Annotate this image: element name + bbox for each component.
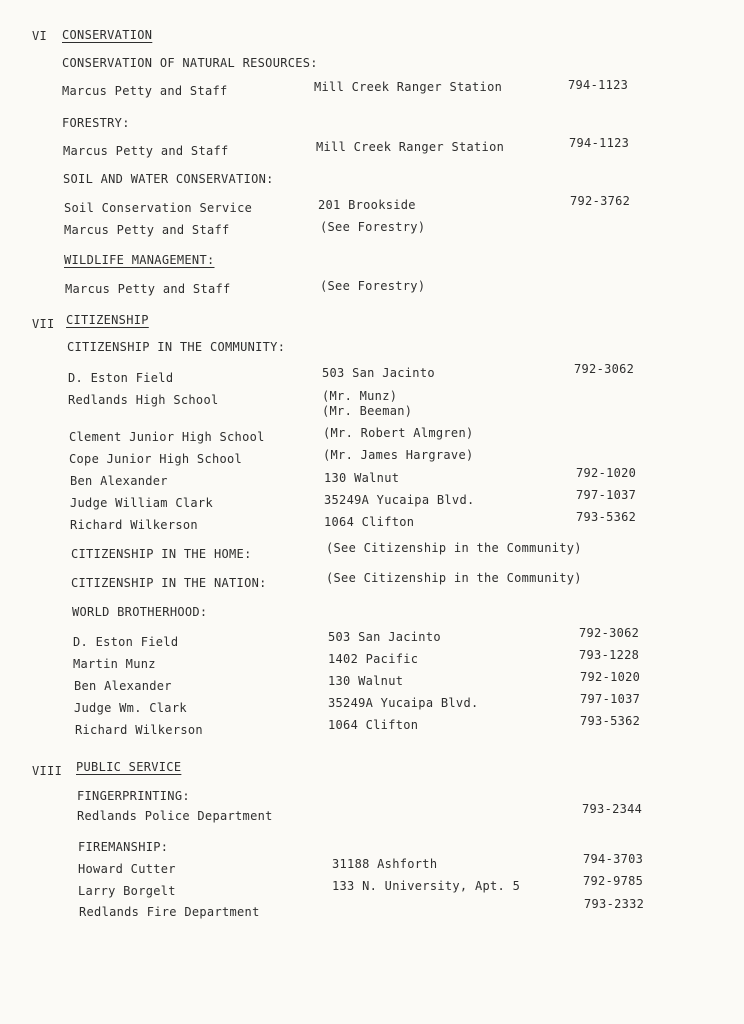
entry-address: 35249A Yucaipa Blvd. [328, 696, 479, 710]
entry-name: Marcus Petty and Staff [64, 223, 230, 237]
entry-name: Judge Wm. Clark [74, 701, 187, 715]
group-heading: FIREMANSHIP: [78, 840, 169, 854]
group-inline-note: (See Citizenship in the Community) [326, 541, 582, 555]
entry-address: 1402 Pacific [328, 652, 419, 666]
entry-name: Larry Borgelt [78, 884, 176, 898]
group-heading: WORLD BROTHERHOOD: [72, 605, 208, 619]
group-heading: SOIL AND WATER CONSERVATION: [63, 172, 274, 186]
entry-address: Mill Creek Ranger Station [316, 140, 505, 154]
entry-phone: 797-1037 [580, 692, 641, 706]
entry-phone: 797-1037 [576, 488, 637, 502]
group-heading: CONSERVATION OF NATURAL RESOURCES: [62, 56, 318, 70]
group-heading: WILDLIFE MANAGEMENT: [64, 253, 215, 267]
section-numeral: VII [32, 317, 55, 331]
entry-phone: 793-1228 [579, 648, 640, 662]
entry-address: 201 Brookside [318, 198, 416, 212]
entry-name: Cope Junior High School [69, 452, 243, 466]
entry-address: (Mr. Munz) [322, 389, 398, 403]
entry-address: 1064 Clifton [328, 718, 419, 732]
entry-phone: 793-5362 [576, 510, 637, 524]
entry-phone: 792-1020 [576, 466, 637, 480]
group-inline-note: (See Citizenship in the Community) [326, 571, 582, 585]
section-title: CITIZENSHIP [66, 313, 149, 327]
entry-name: Ben Alexander [74, 679, 172, 693]
entry-address: 1064 Clifton [324, 515, 415, 529]
entry-name: D. Eston Field [68, 371, 174, 385]
entry-phone: 793-2344 [582, 802, 643, 816]
entry-name: Richard Wilkerson [75, 723, 203, 737]
section-title: PUBLIC SERVICE [76, 760, 182, 774]
section-numeral: VIII [32, 764, 63, 778]
entry-name: Marcus Petty and Staff [63, 144, 229, 158]
entry-phone: 792-3062 [579, 626, 640, 640]
group-heading: CITIZENSHIP IN THE HOME: [71, 547, 252, 561]
entry-address: (Mr. Robert Almgren) [323, 426, 474, 440]
entry-address: 130 Walnut [324, 471, 400, 485]
entry-address: 503 San Jacinto [328, 630, 441, 644]
section-title: CONSERVATION [62, 28, 153, 42]
entry-phone: 794-1123 [569, 136, 630, 150]
entry-address: Mill Creek Ranger Station [314, 80, 503, 94]
entry-phone: 792-3062 [574, 362, 635, 376]
entry-phone: 793-2332 [584, 897, 645, 911]
entry-name: Clement Junior High School [69, 430, 265, 444]
entry-name: Richard Wilkerson [70, 518, 198, 532]
entry-phone: 793-5362 [580, 714, 641, 728]
group-heading: FINGERPRINTING: [77, 789, 190, 803]
entry-address-secondary: (Mr. Beeman) [322, 404, 413, 418]
entry-address: 130 Walnut [328, 674, 404, 688]
entry-name: Redlands High School [68, 393, 219, 407]
entry-name: Marcus Petty and Staff [65, 282, 231, 296]
entry-name: Redlands Fire Department [79, 905, 260, 919]
entry-address: (See Forestry) [320, 220, 426, 234]
entry-name: Judge William Clark [70, 496, 213, 510]
entry-address: 31188 Ashforth [332, 857, 438, 871]
section-numeral: VI [32, 29, 48, 43]
entry-phone: 792-1020 [580, 670, 641, 684]
group-heading: CITIZENSHIP IN THE NATION: [71, 576, 267, 590]
entry-address: (See Forestry) [320, 279, 426, 293]
group-heading: CITIZENSHIP IN THE COMMUNITY: [67, 340, 286, 354]
entry-name: Martin Munz [73, 657, 156, 671]
entry-address: 133 N. University, Apt. 5 [332, 879, 521, 893]
entry-name: Soil Conservation Service [64, 201, 253, 215]
entry-phone: 794-1123 [568, 78, 629, 92]
entry-phone: 792-3762 [570, 194, 631, 208]
entry-address: 503 San Jacinto [322, 366, 435, 380]
entry-phone: 794-3703 [583, 852, 644, 866]
entry-name: D. Eston Field [73, 635, 179, 649]
entry-name: Marcus Petty and Staff [62, 84, 228, 98]
entry-name: Redlands Police Department [77, 809, 273, 823]
entry-name: Ben Alexander [70, 474, 168, 488]
group-heading: FORESTRY: [62, 116, 130, 130]
entry-address: (Mr. James Hargrave) [323, 448, 474, 462]
entry-phone: 792-9785 [583, 874, 644, 888]
entry-name: Howard Cutter [78, 862, 176, 876]
entry-address: 35249A Yucaipa Blvd. [324, 493, 475, 507]
